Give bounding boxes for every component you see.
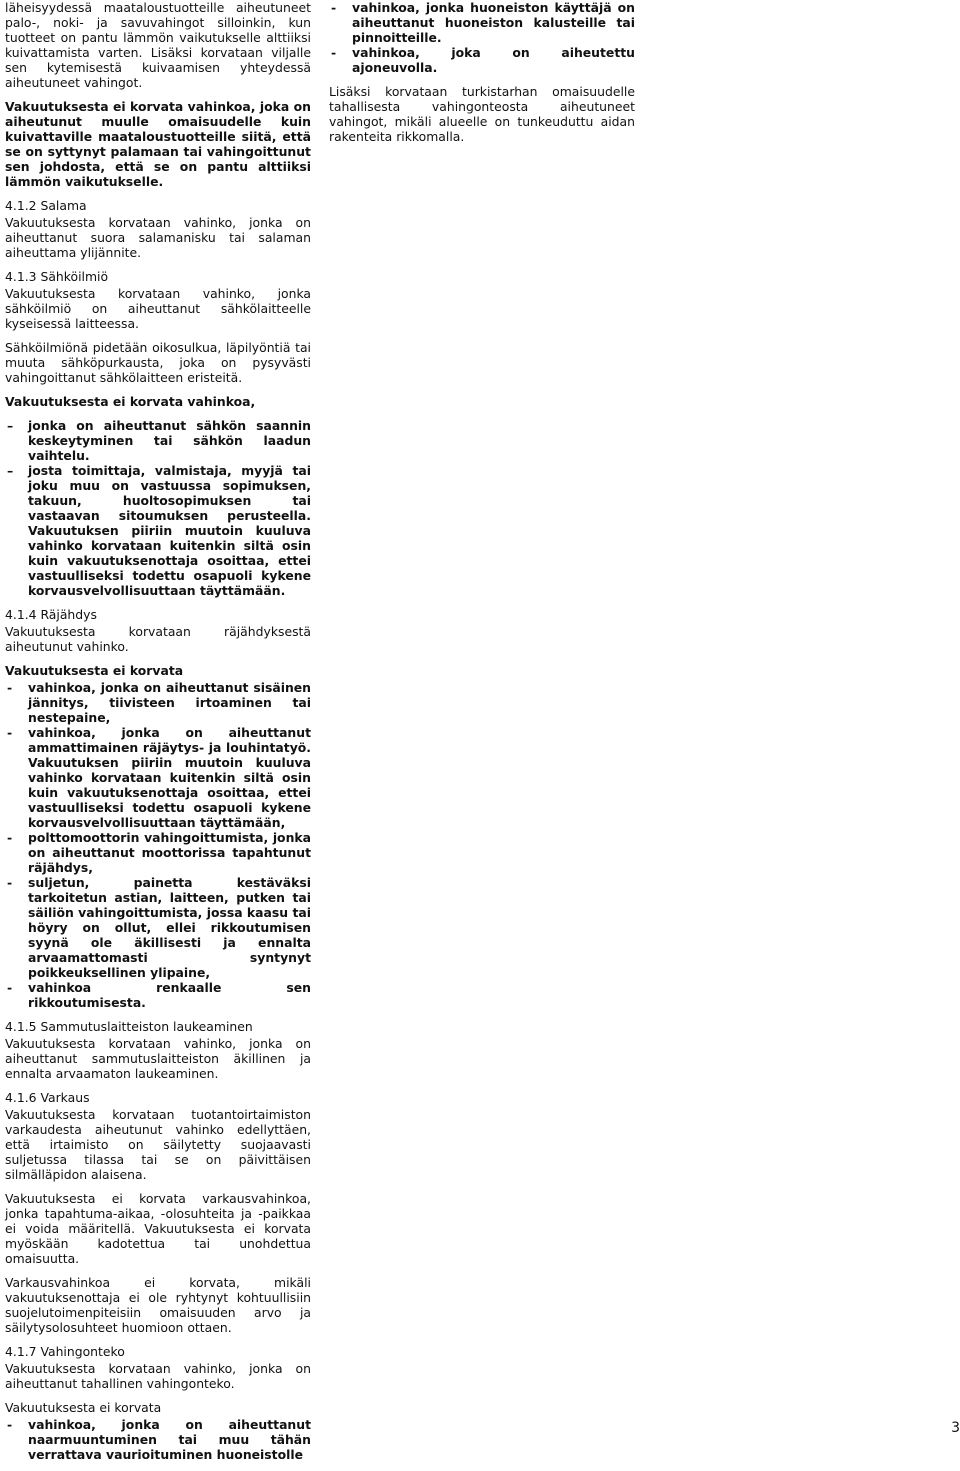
- list-item: – jonka on aiheuttanut sähkön saannin keskeytyminen tai sähkön laadun vaihtelu.: [5, 418, 311, 463]
- paragraph: Vakuutuksesta korvataan vahinko, jonka sähköilmiö on aiheuttanut sähkölaitteelle kyseisessä laitteessa.: [5, 286, 311, 331]
- section-heading: Vakuutuksesta ei korvata: [5, 663, 184, 678]
- paragraph: Lisäksi korvataan turkistarhan omaisuudelle tahallisesta vahingonteosta aiheutuneet vahingot, mikäli alueelle on tunkeuduttu aidan rakenteita rikkomalla.: [329, 84, 635, 144]
- bullet-list: [5, 418, 311, 598]
- paragraph: Vakuutuksesta korvataan vahinko, jonka on aiheuttanut suora salamanisku tai salaman aiheuttama ylijännite.: [5, 215, 311, 260]
- paragraph: Vakuutuksesta korvataan vahinko, jonka on aiheuttanut tahallinen vahingonteko.: [5, 1361, 311, 1391]
- section-heading: 4.1.3 Sähköilmiö: [5, 269, 109, 284]
- list-item: - vahinkoa, jonka on aiheuttanut naarmuuntuminen tai muu tähän verrattava vaurioituminen huoneistolle: [5, 1417, 311, 1462]
- section-heading: 4.1.2 Salama: [5, 198, 87, 213]
- text-column-2: [329, 0, 635, 153]
- list-item: - polttomoottorin vahingoittumista, jonka on aiheuttanut moottorissa tapahtunut räjähdys,: [5, 830, 311, 875]
- bullet-list: [5, 1417, 311, 1462]
- paragraph: Vakuutuksesta ei korvata vahinkoa,: [5, 394, 256, 409]
- list-item: - suljetun, painetta kestäväksi tarkoitetun astian, laitteen, putken tai säiliön vahingoittumista, jossa kaasu tai höyry on ollut, ellei rikkoutumisen syynä ole äkillisesti ja ennalta arvaamattomasti syntynyt poikkeuksellinen ylipaine,: [5, 875, 311, 980]
- paragraph: Sähköilmiönä pidetään oikosulkua, läpilyöntiä tai muuta sähköpurkausta, joka on pysyvästi vahingoittanut sähkölaitteen eristeitä.: [5, 340, 311, 385]
- section-heading: Vakuutuksesta ei korvata: [5, 1400, 162, 1415]
- page-number: 3: [951, 1420, 960, 1436]
- paragraph: Vakuutuksesta ei korvata vahinkoa, joka on aiheutunut muulle omaisuudelle kuin kuivattaville maataloustuotteille siitä, että se on syttynyt palamaan tai vahingoittunut sen johdosta, että se on pantu alttiiksi lämmön vaikutukselle.: [5, 99, 311, 189]
- paragraph: Vakuutuksesta ei korvata varkausvahinkoa, jonka tapahtuma-aikaa, -olosuhteita ja -paikkaa ei voida määritellä. Vakuutuksesta ei korvata myöskään kadotettua tai unohdettua omaisuutta.: [5, 1191, 311, 1266]
- paragraph: Vakuutuksesta korvataan tuotantoirtaimiston varkaudesta aiheutunut vahinko edellyttäen, että irtaimisto on säilytetty suojaavasti suljetussa tilassa tai se on päivittäisen silmälläpidon alaisena.: [5, 1107, 311, 1182]
- section-heading: 4.1.5 Sammutuslaitteiston laukeaminen: [5, 1019, 253, 1034]
- list-item: - vahinkoa, jonka on aiheuttanut sisäinen jännitys, tiivisteen irtoaminen tai nestepaine,: [5, 680, 311, 725]
- list-item: - vahinkoa, joka on aiheutettu ajoneuvolla.: [329, 45, 635, 75]
- paragraph: Vakuutuksesta korvataan vahinko, jonka on aiheuttanut sammutuslaitteiston äkillinen ja ennalta arvaamaton laukeaminen.: [5, 1036, 311, 1081]
- list-item: - vahinkoa, jonka huoneiston käyttäjä on aiheuttanut huoneiston kalusteille tai pinnoitteille.: [329, 0, 635, 45]
- paragraph: läheisyydessä maataloustuotteille aiheutuneet palo-, noki- ja savuvahingot silloinkin, kun tuotteet on pantu lämmön vaikutukselle alttiiksi kuivattamista varten. Lisäksi korvataan viljalle sen kytemisestä kuivaamisen yhteydessä aiheutuneet vahingot.: [5, 0, 311, 90]
- list-item: – josta toimittaja, valmistaja, myyjä tai joku muu on vastuussa sopimuksen, takuun, huoltosopimuksen tai vastaavan sitoumuksen perusteella. Vakuutuksen piiriin muutoin kuuluva vahinko korvataan kuitenkin siltä osin kuin vakuutuksenottaja osoittaa, ettei vastuulliseksi todettu osapuoli kykene korvausvelvollisuuttaan täyttämään.: [5, 463, 311, 598]
- section-heading: 4.1.6 Varkaus: [5, 1090, 90, 1105]
- list-item: - vahinkoa renkaalle sen rikkoutumisesta.: [5, 980, 311, 1010]
- paragraph: Varkausvahinkoa ei korvata, mikäli vakuutuksenottaja ei ole ryhtynyt kohtuullisiin suojelutoimenpiteisiin omaisuuden arvo ja säilytysolosuhteet huomioon ottaen.: [5, 1275, 311, 1335]
- paragraph: Vakuutuksesta korvataan räjähdyksestä aiheutunut vahinko.: [5, 624, 311, 654]
- bullet-list: [329, 0, 635, 75]
- section-heading: 4.1.7 Vahingonteko: [5, 1344, 125, 1359]
- list-item: - vahinkoa, jonka on aiheuttanut ammattimainen räjäytys- ja louhintatyö. Vakuutuksen piiriin muutoin kuuluva vahinko korvataan kuitenkin siltä osin kuin vakuutuksenottaja osoittaa, ettei vastuulliseksi todettu osapuoli kykene korvausvelvollisuuttaan täyttämään,: [5, 725, 311, 830]
- bullet-list: [5, 680, 311, 1010]
- section-heading: 4.1.4 Räjähdys: [5, 607, 97, 622]
- text-column-1: [5, 0, 311, 1471]
